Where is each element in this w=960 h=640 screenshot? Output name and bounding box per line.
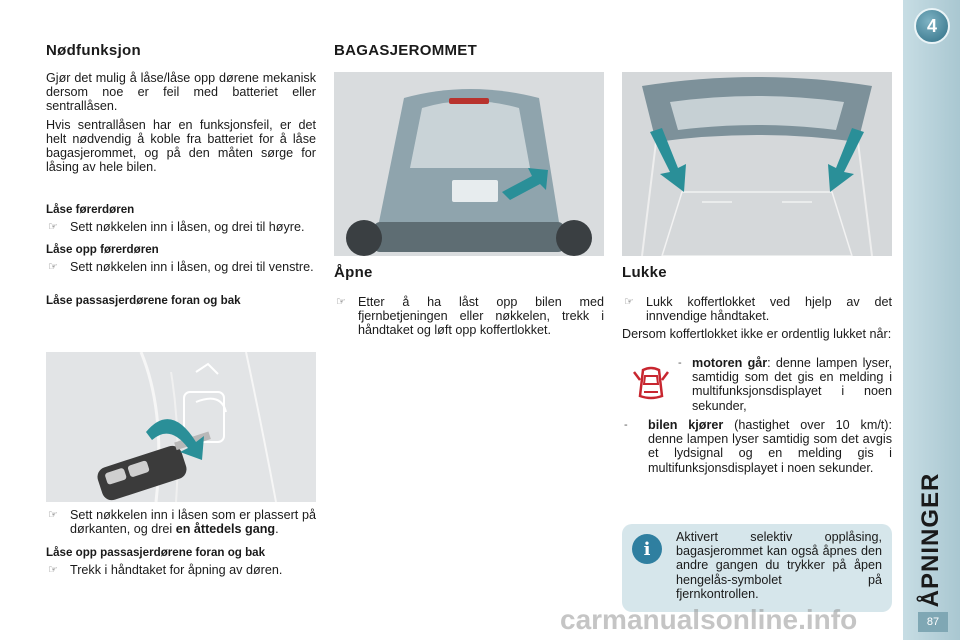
finger-pointer-icon: ☞ <box>336 296 346 308</box>
list-item: ☞ Sett nøkkelen inn i låsen, og drei til venstre. <box>48 259 314 274</box>
left-column <box>46 42 316 307</box>
page-number: 87 <box>918 612 948 632</box>
list-item: ☞ Sett nøkkelen inn i låsen, og drei til høyre. <box>48 220 305 235</box>
section-heading-boot: BAGASJEROMMET <box>334 42 478 59</box>
info-box <box>622 524 892 612</box>
subheading-open: Åpne <box>334 264 373 281</box>
chapter-title: ÅPNINGER <box>917 472 944 608</box>
boot-open-warning-icon <box>630 362 672 404</box>
info-text: Aktivert selektiv opplåsing, bagasjerommet kan også åpnes den andre gangen du trykker på åpen hengelås-symbolet på fjernkontrollen. <box>676 530 882 601</box>
finger-pointer-icon: ☞ <box>48 509 58 521</box>
subheading-unlock-driver-door: Låse opp førerdøren <box>46 242 159 256</box>
section-heading-emergency: Nødfunksjon <box>46 42 141 59</box>
paragraph: Dersom koffertlokket ikke er ordentlig lukket når: <box>622 327 892 342</box>
subheading-close: Lukke <box>622 264 667 281</box>
paragraph: Hvis sentrallåsen har en funksjonsfeil, er det helt nødvendig å koble fra batteriet for å låse bagasjerommet, og på den måten sørge for låsing av hele bilen. <box>46 117 316 175</box>
subheading-lock-passenger-doors: Låse passasjerdørene foran og bak <box>46 293 241 307</box>
finger-pointer-icon: ☞ <box>48 260 58 273</box>
finger-pointer-icon: ☞ <box>624 296 634 308</box>
boot-open-drawing <box>334 72 604 256</box>
info-icon: i <box>632 534 662 564</box>
door-lock-illustration <box>46 352 316 502</box>
middle-column-text <box>334 264 604 338</box>
finger-pointer-icon: ☞ <box>48 564 58 577</box>
middle-column <box>334 42 604 59</box>
paragraph: Gjør det mulig å låse/låse opp dørene mekanisk dersom noe er feil med batteriet eller sentrallåsen. <box>46 71 316 114</box>
condition-engine-running: - motoren går: denne lampen lyser, samtidig som det gis en melding i multifunksjonsdisplayet i noen sekunder, <box>678 356 892 413</box>
left-column-lower <box>46 508 316 578</box>
subheading-lock-driver-door: Låse førerdøren <box>46 203 135 217</box>
list-item: ☞ Sett nøkkelen inn i låsen som er plassert på dørkanten, og drei en åttedels gang. <box>48 508 316 537</box>
boot-close-drawing <box>622 72 892 256</box>
list-item: ☞ Lukk koffertlokket ved hjelp av det innvendige håndtaket. <box>624 295 892 324</box>
finger-pointer-icon: ☞ <box>48 221 58 234</box>
watermark: carmanualsonline.info <box>560 604 858 635</box>
door-lock-drawing <box>46 352 316 502</box>
chapter-number-badge: 4 <box>914 8 950 44</box>
subheading-unlock-passenger-doors: Låse opp passasjerdørene foran og bak <box>46 546 266 560</box>
boot-open-illustration <box>334 72 604 256</box>
list-item: ☞ Etter å ha låst opp bilen med fjernbetjeningen eller nøkkelen, trekk i håndtaket og løft opp koffertlokket. <box>336 295 604 338</box>
condition-car-moving: - bilen kjører (hastighet over 10 km/t): denne lampen lyser samtidig som det avgis et lydsignal og en melding gis i multifunksjonsdisplayet i noen sekunder. <box>624 418 893 475</box>
right-column-text <box>622 264 892 342</box>
boot-close-illustration <box>622 72 892 256</box>
list-item: ☞ Trekk i håndtaket for åpning av døren. <box>48 563 283 578</box>
